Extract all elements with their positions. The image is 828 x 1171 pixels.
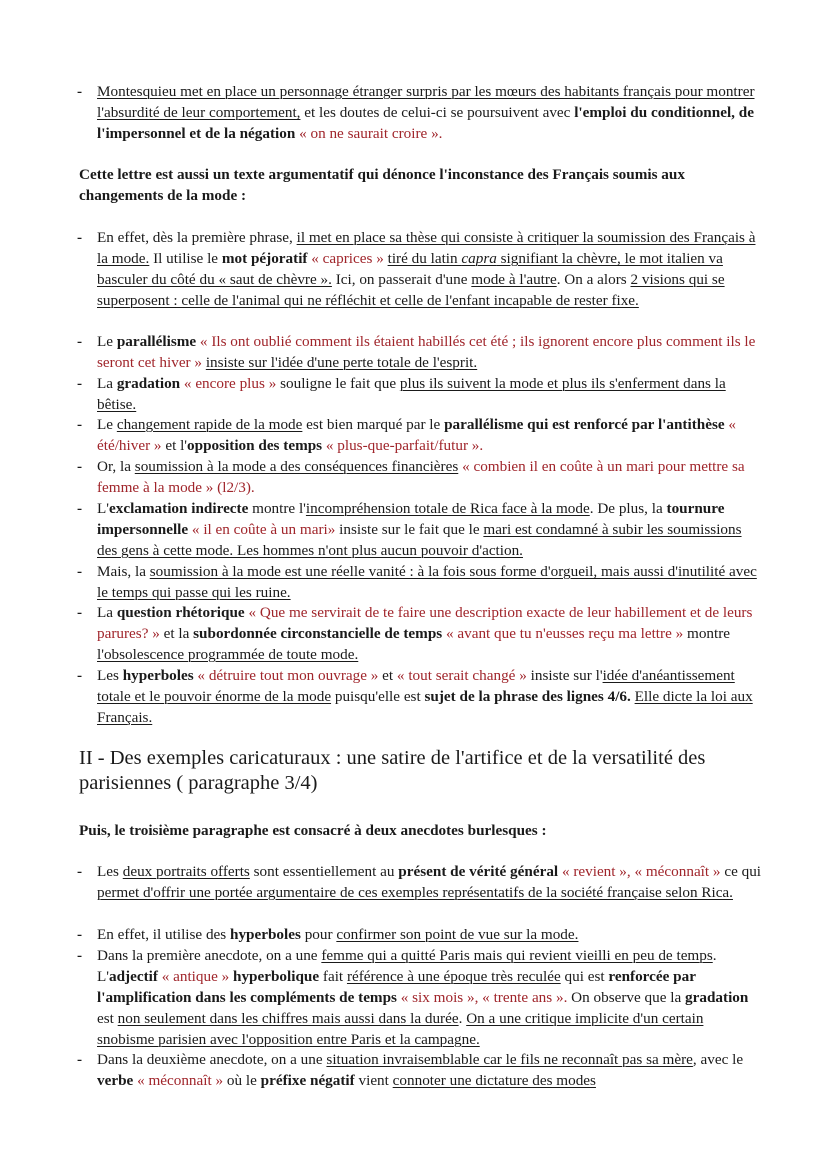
- quote-span: « encore plus »: [183, 375, 277, 392]
- text-span: Dans la deuxième anecdote, on a une: [97, 1051, 327, 1068]
- section2-heading: II - Des exemples caricaturaux : une satire de l'artifice et de la versatilité des parisiennes ( paragraphe 3/4): [79, 747, 706, 794]
- bullet-b1: [77, 227, 761, 311]
- underlined-span: insiste sur l'idée d'une perte totale de l'esprit.: [205, 354, 478, 371]
- underlined-span: connoter une dictature des modes: [392, 1072, 596, 1089]
- bullet-b7: [77, 561, 761, 603]
- text-span: puisqu'elle est: [331, 688, 425, 705]
- section1-intro: Cette lettre est aussi un texte argumentatif qui dénonce l'inconstance des Français soumis aux changements de la mode :: [79, 166, 685, 204]
- underlined-span: mode à l'autre: [471, 271, 557, 288]
- text-span: En effet, il utilise des: [97, 926, 231, 943]
- bullet-dash: -: [77, 563, 83, 580]
- bullet-dash: -: [77, 863, 83, 880]
- quote-span: « caprices »: [311, 250, 384, 267]
- underlined-span: soumission à la mode est une réelle vanité : à la fois sous forme d'orgueil, mais aussi d'inutilité avec le temps qui passe qui les ruine.: [97, 563, 757, 601]
- text-span: signifiant la chèvre, le mot italien va basculer du côté du « saut de chèvre ».: [97, 250, 723, 288]
- quote-span: « antique »: [161, 968, 230, 985]
- bullet-dash: -: [77, 1051, 83, 1068]
- underlined-span: Elle dicte la loi aux Français.: [97, 688, 753, 726]
- text-span: et la: [159, 625, 194, 642]
- bold-span: exclamation indirecte: [109, 500, 249, 517]
- text-span: Le: [97, 416, 117, 433]
- bold-span: parallélisme: [116, 333, 197, 350]
- bullet-c1: [77, 861, 762, 903]
- underlined-span: plus ils suivent la mode et plus ils s'enferment dans la bêtise.: [97, 375, 726, 413]
- underlined-span: l'obsolescence programmée de toute mode.: [97, 646, 359, 663]
- text-span: Il utilise le: [149, 250, 222, 267]
- bullet-b8: [77, 602, 761, 665]
- text-span: montre l': [248, 500, 306, 517]
- text-span: La: [97, 604, 117, 621]
- quote-span: « Que me servirait de te faire une description exacte de leur habillement et de leurs parures? »: [97, 604, 753, 642]
- bullet-c4: [77, 1049, 761, 1091]
- quote-span: « revient », « méconnaît »: [561, 863, 721, 880]
- bullet-dash: -: [77, 947, 83, 964]
- bullet-dash: -: [77, 416, 83, 433]
- bullet-b9: [77, 665, 761, 728]
- bullet-c2: [77, 924, 761, 945]
- text-span: .: [458, 1010, 467, 1027]
- text-span: où le: [223, 1072, 261, 1089]
- text-span: est: [97, 1010, 118, 1027]
- bold-span: adjectif: [109, 968, 158, 985]
- bullet-dash: -: [77, 604, 83, 621]
- underlined-span: incompréhension totale de Rica face à la mode: [305, 500, 590, 517]
- text-span: et les doutes de celui-ci se poursuivent avec: [300, 104, 575, 121]
- text-span: La: [97, 375, 117, 392]
- underlined-span: mari est condamné à subir les soumissions des gens à cette mode. Les hommes n'ont plus aucun pouvoir d'action.: [97, 521, 742, 559]
- underlined-span: situation invraisemblable car le fils ne reconnaît pas sa mère: [326, 1051, 693, 1068]
- text-span: insiste sur l': [526, 667, 603, 684]
- quote-span: « tout serait changé »: [396, 667, 527, 684]
- bold-span: mot péjoratif: [221, 250, 308, 267]
- bold-span: tournure impersonnelle: [97, 500, 725, 538]
- quote-span: « Ils ont oublié comment ils étaient habillés cet été ; ils ignorent encore plus comment ils le seront cet hiver »: [97, 333, 756, 371]
- bullet-b6: [77, 498, 761, 561]
- text-span: Mais, la: [97, 563, 150, 580]
- underlined-span: 2 visions qui se superposent : celle de l'animal qui ne réfléchit et celle de l'enfant incapable de rester fixe.: [97, 271, 725, 309]
- bullet-c3: [77, 945, 761, 1050]
- text-span: pour: [300, 926, 337, 943]
- bold-span: préfixe négatif: [260, 1072, 355, 1089]
- text-span: L': [97, 500, 110, 517]
- text-span: . De plus, la: [589, 500, 667, 517]
- text-span: On observe que la: [567, 989, 686, 1006]
- bullet-dash: -: [77, 458, 83, 475]
- bullet-b2: [77, 331, 761, 373]
- underlined-span: référence à une époque très reculée: [346, 968, 561, 985]
- text-span: est bien marqué par le: [302, 416, 445, 433]
- underlined-span: On a une critique implicite d'un certain snobisme parisien avec l'opposition entre Paris et la campagne.: [97, 1010, 704, 1048]
- text-span: vient: [354, 1072, 393, 1089]
- underlined-span: soumission à la mode a des conséquences financières: [134, 458, 459, 475]
- text-span: sont essentiellement au: [249, 863, 399, 880]
- bullet-b4: [77, 414, 761, 456]
- text-span: Ici, on passerait d'une: [331, 271, 472, 288]
- bold-span: sujet de la phrase des lignes 4/6.: [424, 688, 631, 705]
- bold-span: parallélisme qui est renforcé par l'antithèse: [444, 416, 725, 433]
- underlined-span: deux portraits offerts: [122, 863, 250, 880]
- bold-span: subordonnée circonstancielle de temps: [193, 625, 443, 642]
- text-span: En effet, dès la première phrase,: [97, 229, 297, 246]
- section2-intro: Puis, le troisième paragraphe est consacré à deux anecdotes burlesques :: [79, 822, 547, 839]
- underlined-span: permet d'offrir une portée argumentaire de ces exemples représentatifs de la société française selon Rica.: [97, 884, 733, 901]
- underlined-span: il met en place sa thèse qui consiste à critiquer la soumission des Français à la mode.: [97, 229, 756, 267]
- text-span: et: [378, 667, 397, 684]
- quote-span: « détruire tout mon ouvrage »: [197, 667, 379, 684]
- quote-span: « été/hiver »: [97, 416, 736, 454]
- quote-span: « six mois », « trente ans ».: [400, 989, 568, 1006]
- text-span: . L': [97, 947, 717, 985]
- italic-span: capra: [461, 250, 497, 267]
- bullet-dash: -: [77, 83, 83, 100]
- text-span: Le: [97, 333, 117, 350]
- text-span: Dans la première anecdote, on a une: [97, 947, 322, 964]
- bold-span: hyperbolique: [233, 968, 320, 985]
- bold-span: présent de vérité général: [398, 863, 559, 880]
- bullet-dash: -: [77, 375, 83, 392]
- underlined-span: changement rapide de la mode: [116, 416, 303, 433]
- bullet-dash: -: [77, 667, 83, 684]
- text-span: montre: [683, 625, 731, 642]
- quote-span: « avant que tu n'eusses reçu ma lettre »: [445, 625, 684, 642]
- bullet-b5: [77, 456, 761, 498]
- quote-span: « plus-que-parfait/futur ».: [325, 437, 484, 454]
- quote-span: « combien il en coûte à un mari pour mettre sa femme à la mode » (l2/3).: [97, 458, 745, 496]
- underlined-span: non seulement dans les chiffres mais aussi dans la durée: [117, 1010, 459, 1027]
- bold-span: gradation: [116, 375, 181, 392]
- text-span: insiste sur le fait que le: [335, 521, 484, 538]
- text-span: qui est: [560, 968, 609, 985]
- text-span: tiré du latin: [387, 250, 462, 267]
- text-span: fait: [319, 968, 347, 985]
- bold-span: hyperboles: [122, 667, 194, 684]
- quote-span: « méconnaît »: [137, 1072, 224, 1089]
- text-span: Montesquieu met en place un personnage étranger surpris par les mœurs des habitants français pour montrer l'absurdité de leur comportement,: [97, 83, 755, 121]
- text-span: Les: [97, 667, 123, 684]
- text-span: , avec le: [692, 1051, 744, 1068]
- bullet-dash: -: [77, 229, 83, 246]
- bold-span: hyperboles: [230, 926, 301, 943]
- bold-span: l'emploi du conditionnel, de l'impersonnel et de la négation: [97, 104, 754, 142]
- bullet-dash: -: [77, 333, 83, 350]
- text-span: Les: [97, 863, 123, 880]
- text-span: Or, la: [97, 458, 135, 475]
- bold-span: gradation: [685, 989, 749, 1006]
- bold-span: opposition des temps: [187, 437, 323, 454]
- bullet-dash: -: [77, 500, 83, 517]
- underlined-span: confirmer son point de vue sur la mode.: [336, 926, 579, 943]
- bold-span: verbe: [97, 1072, 134, 1089]
- bullet-b3: [77, 373, 761, 415]
- text-span: ce qui: [720, 863, 762, 880]
- bullet-intro: [77, 81, 761, 144]
- underlined-span: femme qui a quitté Paris mais qui revient vieilli en peu de temps: [321, 947, 713, 964]
- text-span: et l': [161, 437, 188, 454]
- quote-span: « on ne saurait croire ».: [299, 125, 443, 142]
- bold-span: question rhétorique: [116, 604, 245, 621]
- text-span: . On a alors: [556, 271, 631, 288]
- bullet-dash: -: [77, 926, 83, 943]
- text-span: souligne le fait que: [276, 375, 400, 392]
- bold-span: renforcée par l'amplification dans les compléments de temps: [97, 968, 696, 1006]
- underlined-span: idée d'anéantissement totale et le pouvoir énorme de la mode: [97, 667, 735, 705]
- quote-span: « il en coûte à un mari»: [191, 521, 336, 538]
